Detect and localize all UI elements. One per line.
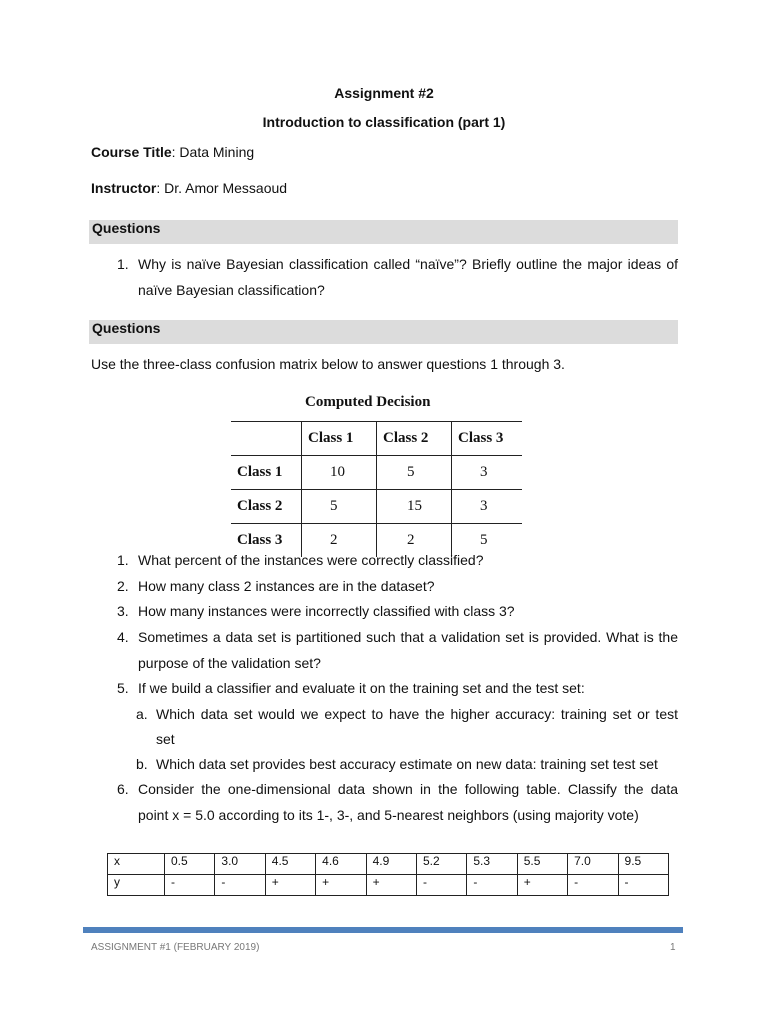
cm-col-header: Class 1 — [302, 422, 377, 456]
cm-cell: 2 — [377, 524, 452, 558]
cm-row — [231, 456, 522, 490]
cm-col-header: Class 2 — [377, 422, 452, 456]
xy-y-cell: - — [165, 875, 215, 896]
course-title-value: : Data Mining — [171, 144, 255, 160]
cm-header-row — [231, 422, 522, 456]
question-5a-number: a. — [136, 706, 148, 722]
xy-y-cell: - — [215, 875, 265, 896]
question-5b-number: b. — [136, 756, 148, 772]
questions-heading-band-2 — [89, 320, 678, 344]
cm-cell: 3 — [452, 490, 523, 524]
xy-row-label: y — [108, 875, 165, 896]
xy-x-cell: 5.2 — [416, 854, 466, 875]
xy-x-cell: 7.0 — [568, 854, 618, 875]
instructor-label: Instructor — [91, 180, 157, 196]
xy-x-cell: 0.5 — [165, 854, 215, 875]
cm-cell: 15 — [377, 490, 452, 524]
assignment-title: Assignment #2 — [334, 85, 434, 101]
cm-row-label: Class 1 — [231, 456, 302, 490]
xy-x-cell: 5.5 — [517, 854, 567, 875]
confusion-matrix — [231, 421, 522, 557]
xy-x-cell: 4.6 — [316, 854, 366, 875]
xy-y-cell: - — [467, 875, 517, 896]
question-1-text: What percent of the instances were correctly classified? — [138, 552, 484, 568]
xy-x-cell: 4.5 — [265, 854, 315, 875]
question-6-line-1: Consider the one-dimensional data shown in the following table. Classify the data — [138, 781, 678, 797]
question-2-number: 2. — [117, 578, 129, 594]
xy-y-cell: + — [517, 875, 567, 896]
question-5a-line-2: set — [156, 731, 175, 747]
question-3-number: 3. — [117, 603, 129, 619]
question-5-number: 5. — [117, 680, 129, 696]
question-2-text: How many class 2 instances are in the dataset? — [138, 578, 435, 594]
cm-cell: 3 — [452, 456, 523, 490]
course-title-label: Course Title — [91, 144, 172, 160]
xy-y-cell: + — [366, 875, 416, 896]
confusion-matrix-title: Computed Decision — [305, 394, 431, 410]
cm-col-header: Class 3 — [452, 422, 523, 456]
xy-row-label: x — [108, 854, 165, 875]
xy-y-cell: + — [265, 875, 315, 896]
footer-left-text: ASSIGNMENT #1 (FEBRUARY 2019) — [91, 942, 260, 953]
xy-y-cell: - — [416, 875, 466, 896]
q1-number: 1. — [117, 256, 129, 272]
cm-corner — [231, 422, 302, 456]
xy-data-table — [107, 853, 669, 896]
xy-y-row — [108, 875, 669, 896]
xy-y-cell: - — [568, 875, 618, 896]
xy-x-cell: 9.5 — [618, 854, 668, 875]
xy-y-cell: + — [316, 875, 366, 896]
questions-heading-band-1 — [89, 220, 678, 244]
xy-x-cell: 3.0 — [215, 854, 265, 875]
question-4-line-1: Sometimes a data set is partitioned such that a validation set is provided. What is the — [138, 629, 678, 645]
question-4-number: 4. — [117, 629, 129, 645]
cm-row-label: Class 2 — [231, 490, 302, 524]
q1-line-1: Why is naïve Bayesian classification called “naïve”? Briefly outline the major ideas of — [138, 256, 678, 272]
course-title-line — [91, 144, 254, 160]
cm-row — [231, 490, 522, 524]
question-1-number: 1. — [117, 552, 129, 568]
cm-cell: 2 — [302, 524, 377, 558]
confusion-intro: Use the three-class confusion matrix below to answer questions 1 through 3. — [91, 356, 565, 372]
footer-rule — [83, 927, 683, 933]
question-5b-text: Which data set provides best accuracy estimate on new data: training set test set — [156, 756, 658, 772]
question-5-text: If we build a classifier and evaluate it on the training set and the test set: — [138, 680, 585, 696]
cm-row-label: Class 3 — [231, 524, 302, 558]
instructor-value: : Dr. Amor Messaoud — [156, 180, 288, 196]
question-5a-line-1: Which data set would we expect to have the higher accuracy: training set or test — [156, 706, 678, 722]
question-4-line-2: purpose of the validation set? — [138, 655, 321, 671]
assignment-subtitle: Introduction to classification (part 1) — [262, 114, 506, 130]
footer-page-number: 1 — [670, 942, 676, 953]
q1-line-2: naïve Bayesian classification? — [138, 282, 325, 298]
xy-y-cell: - — [618, 875, 668, 896]
questions-heading-1: Questions — [92, 220, 161, 236]
question-6-number: 6. — [117, 781, 129, 797]
instructor-line — [91, 180, 287, 196]
cm-cell: 5 — [302, 490, 377, 524]
question-3-text: How many instances were incorrectly classified with class 3? — [138, 603, 515, 619]
cm-cell: 5 — [452, 524, 523, 558]
cm-cell: 5 — [377, 456, 452, 490]
xy-x-row — [108, 854, 669, 875]
cm-cell: 10 — [302, 456, 377, 490]
xy-x-cell: 4.9 — [366, 854, 416, 875]
question-6-line-2: point x = 5.0 according to its 1-, 3-, and 5-nearest neighbors (using majority vote) — [138, 807, 639, 823]
questions-heading-2: Questions — [92, 320, 161, 336]
xy-x-cell: 5.3 — [467, 854, 517, 875]
